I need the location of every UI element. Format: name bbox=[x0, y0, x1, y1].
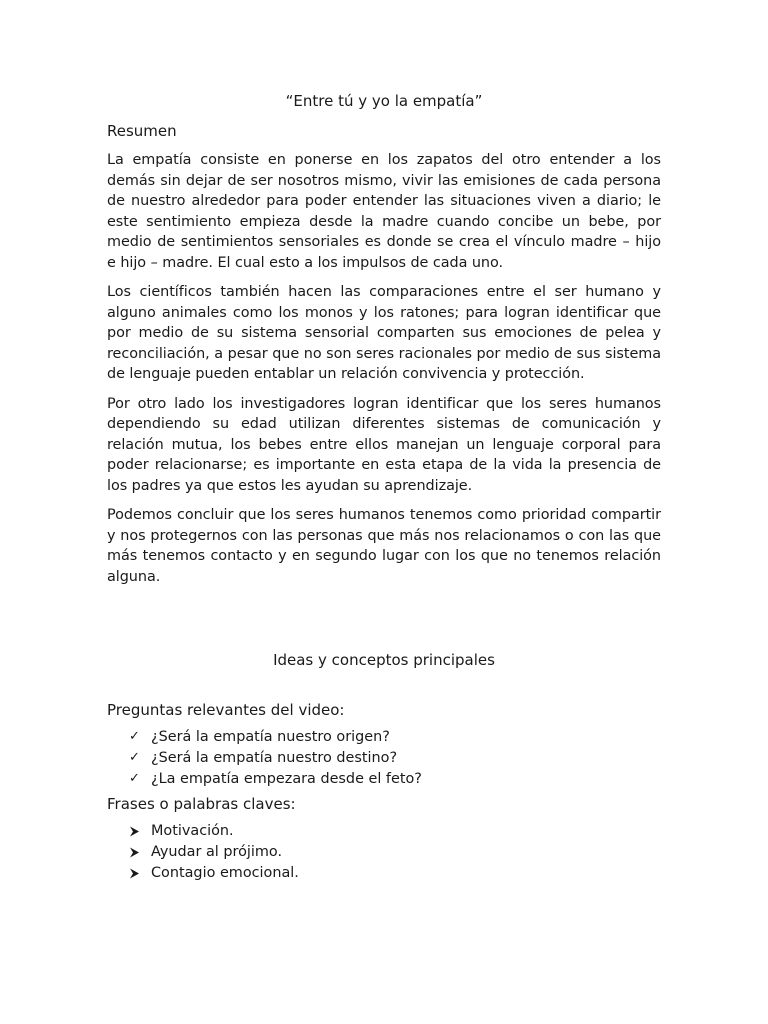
list-item bbox=[129, 863, 661, 884]
phrase-text: Contagio emocional. bbox=[151, 864, 299, 881]
list-item bbox=[129, 748, 661, 769]
list-item bbox=[129, 727, 661, 748]
arrowhead-bullet-icon bbox=[129, 868, 151, 879]
questions-list bbox=[107, 727, 661, 789]
list-item bbox=[129, 842, 661, 863]
arrowhead-bullet-icon bbox=[129, 847, 151, 858]
phrase-text: Motivación. bbox=[151, 823, 234, 840]
paragraph-2: Los científicos también hacen las comparaciones entre el ser humano y alguno animales como los monos y los ratones; para logran identificar que por medio de su sistema sensorial comparten sus emociones de pelea y reconciliación, a pesar que no son seres racionales por medio de sus sistema de lenguaje pueden entablar un relación convivencia y protección. bbox=[107, 284, 661, 382]
paragraph-4: Podemos concluir que los seres humanos tenemos como prioridad compartir y nos protegernos con las personas que más nos relacionamos o con las que más tenemos contacto y en segundo lugar con los que no tenemos relación alguna. bbox=[107, 507, 661, 585]
phrases-heading: Frases o palabras claves: bbox=[107, 795, 296, 814]
check-mark-icon: ✓ bbox=[129, 749, 140, 765]
summary-heading: Resumen bbox=[107, 122, 177, 140]
question-text: ¿La empatía empezara desde el feto? bbox=[151, 770, 422, 787]
question-text: ¿Será la empatía nuestro origen? bbox=[151, 729, 390, 745]
check-mark-icon: ✓ bbox=[129, 770, 140, 786]
question-text: ¿Será la empatía nuestro destino? bbox=[151, 749, 398, 766]
paragraph-1: La empatía consiste en ponerse en los zapatos del otro entender a los demás sin dejar de ser nosotros mismo, vivir las emisiones de cada persona de nuestro alrededor para poder entender las situaciones viven a diario; le este sentimiento empieza desde la madre cuando concibe un bebe, por medio de sentimientos sensoriales es donde se crea el vínculo madre – hijo e hijo – madre. El cual esto a los impulsos de cada uno. bbox=[107, 152, 661, 271]
phrase-text: Ayudar al prójimo. bbox=[151, 844, 283, 861]
arrowhead-bullet-icon bbox=[129, 826, 151, 837]
phrases-list bbox=[107, 821, 661, 883]
paragraph-3: Por otro lado los investigadores logran identificar que los seres humanos dependiendo su edad utilizan diferentes sistemas de comunicación y relación mutua, los bebes entre ellos manejan un lenguaje corporal para poder relacionarse; es importante en esta etapa de la vida la presencia de los padres ya que estos les ayudan su aprendizaje. bbox=[107, 395, 661, 494]
ideas-heading: Ideas y conceptos principales bbox=[273, 651, 495, 669]
document-page bbox=[107, 90, 661, 884]
document-title: “Entre tú y yo la empatía” bbox=[285, 92, 483, 110]
list-item bbox=[129, 769, 661, 790]
check-mark-icon: ✓ bbox=[129, 729, 140, 744]
list-item bbox=[129, 821, 661, 842]
questions-heading: Preguntas relevantes del video: bbox=[107, 701, 345, 719]
